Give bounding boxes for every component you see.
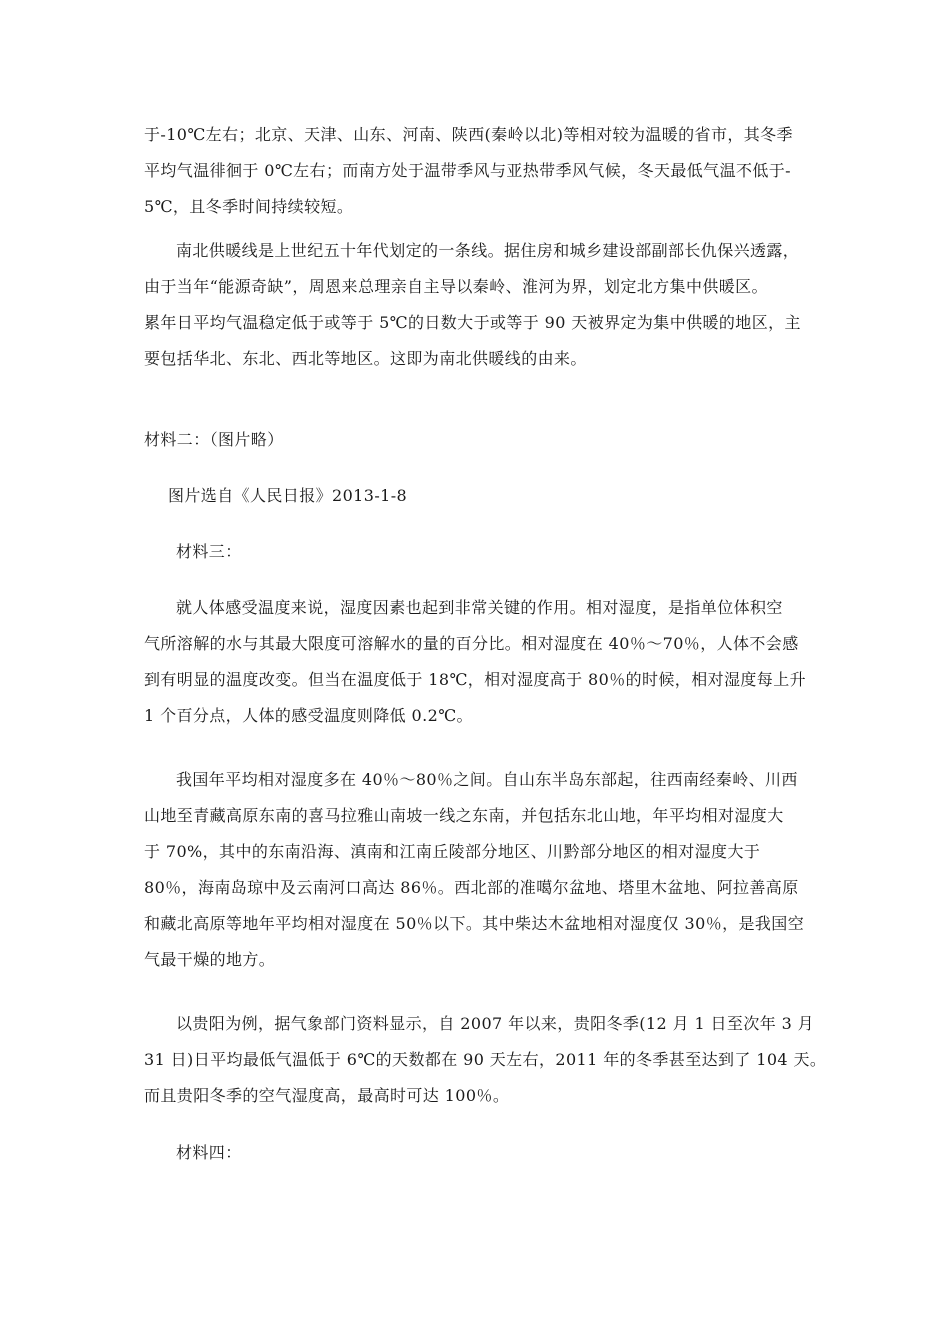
text-line: 以贵阳为例，据气象部门资料显示，自 2007 年以来，贵阳冬季(12 月 1 日至次年 3 月: [176, 1014, 815, 1033]
text-line: 和藏北高原等地年平均相对湿度在 50％以下。其中柴达木盆地相对湿度仅 30％，是我国空: [144, 914, 805, 933]
heading-text: 材料四：: [176, 1143, 242, 1162]
text-line: 1 个百分点，人体的感受温度则降低 0.2℃。: [144, 706, 473, 725]
heading-text: 材料二：（图片略）: [144, 430, 284, 449]
material-two-heading: [144, 422, 804, 458]
text-line: 于-10℃左右；北京、天津、山东、河南、陕西(秦岭以北)等相对较为温暖的省市，其冬季: [144, 125, 793, 144]
paragraph-heating-line: [144, 233, 804, 377]
text-line: 我国年平均相对湿度多在 40％～80％之间。自山东半岛东部起，往西南经秦岭、川西: [176, 770, 798, 789]
text-line: 而且贵阳冬季的空气湿度高，最高时可达 100％。: [144, 1086, 510, 1105]
text-line: 5℃，且冬季时间持续较短。: [144, 197, 354, 216]
text-line: 80％，海南岛琼中及云南河口高达 86％。西北部的准噶尔盆地、塔里木盆地、阿拉善高原: [144, 878, 799, 897]
text-line: 31 日)日平均最低气温低于 6℃的天数都在 90 天左右，2011 年的冬季甚至达到了 104 天。: [144, 1050, 827, 1069]
text-line: 累年日平均气温稳定低于或等于 5℃的日数大于或等于 90 天被界定为集中供暖的地区，主: [144, 313, 801, 332]
text-line: 气所溶解的水与其最大限度可溶解水的量的百分比。相对湿度在 40％～70％，人体不会感: [144, 634, 799, 653]
material-four-heading: [144, 1135, 804, 1171]
text-line: 平均气温徘徊于 0℃左右；而南方处于温带季风与亚热带季风气候，冬天最低气温不低于-: [144, 161, 791, 180]
text-line: 南北供暖线是上世纪五十年代划定的一条线。据住房和城乡建设部副部长仇保兴透露，: [176, 241, 800, 260]
text-line: 就人体感受温度来说，湿度因素也起到非常关键的作用。相对湿度，是指单位体积空: [176, 598, 783, 617]
text-line: 气最干燥的地方。: [144, 950, 276, 969]
text-line: 到有明显的温度改变。但当在温度低于 18℃，相对湿度高于 80％的时候，相对湿度每上升: [144, 670, 806, 689]
material-two-caption: [144, 478, 804, 514]
material-three-heading: [144, 534, 804, 570]
paragraph-temperature-north-south: [144, 117, 804, 225]
text-line: 要包括华北、东北、西北等地区。这即为南北供暖线的由来。: [144, 349, 587, 368]
paragraph-guiyang-example: [144, 1006, 827, 1114]
text-line: 山地至青藏高原东南的喜马拉雅山南坡一线之东南，并包括东北山地，年平均相对湿度大: [144, 806, 784, 825]
paragraph-humidity-perception: [144, 590, 804, 734]
caption-text: 图片选自《人民日报》2013-1-8: [168, 486, 408, 505]
text-line: 于 70%，其中的东南沿海、滇南和江南丘陵部分地区、川黔部分地区的相对湿度大于: [144, 842, 761, 861]
heading-text: 材料三：: [176, 542, 242, 561]
paragraph-humidity-distribution: [144, 762, 804, 978]
text-line: 由于当年“能源奇缺”，周恩来总理亲自主导以秦岭、淮河为界，划定北方集中供暖区。: [144, 277, 768, 296]
